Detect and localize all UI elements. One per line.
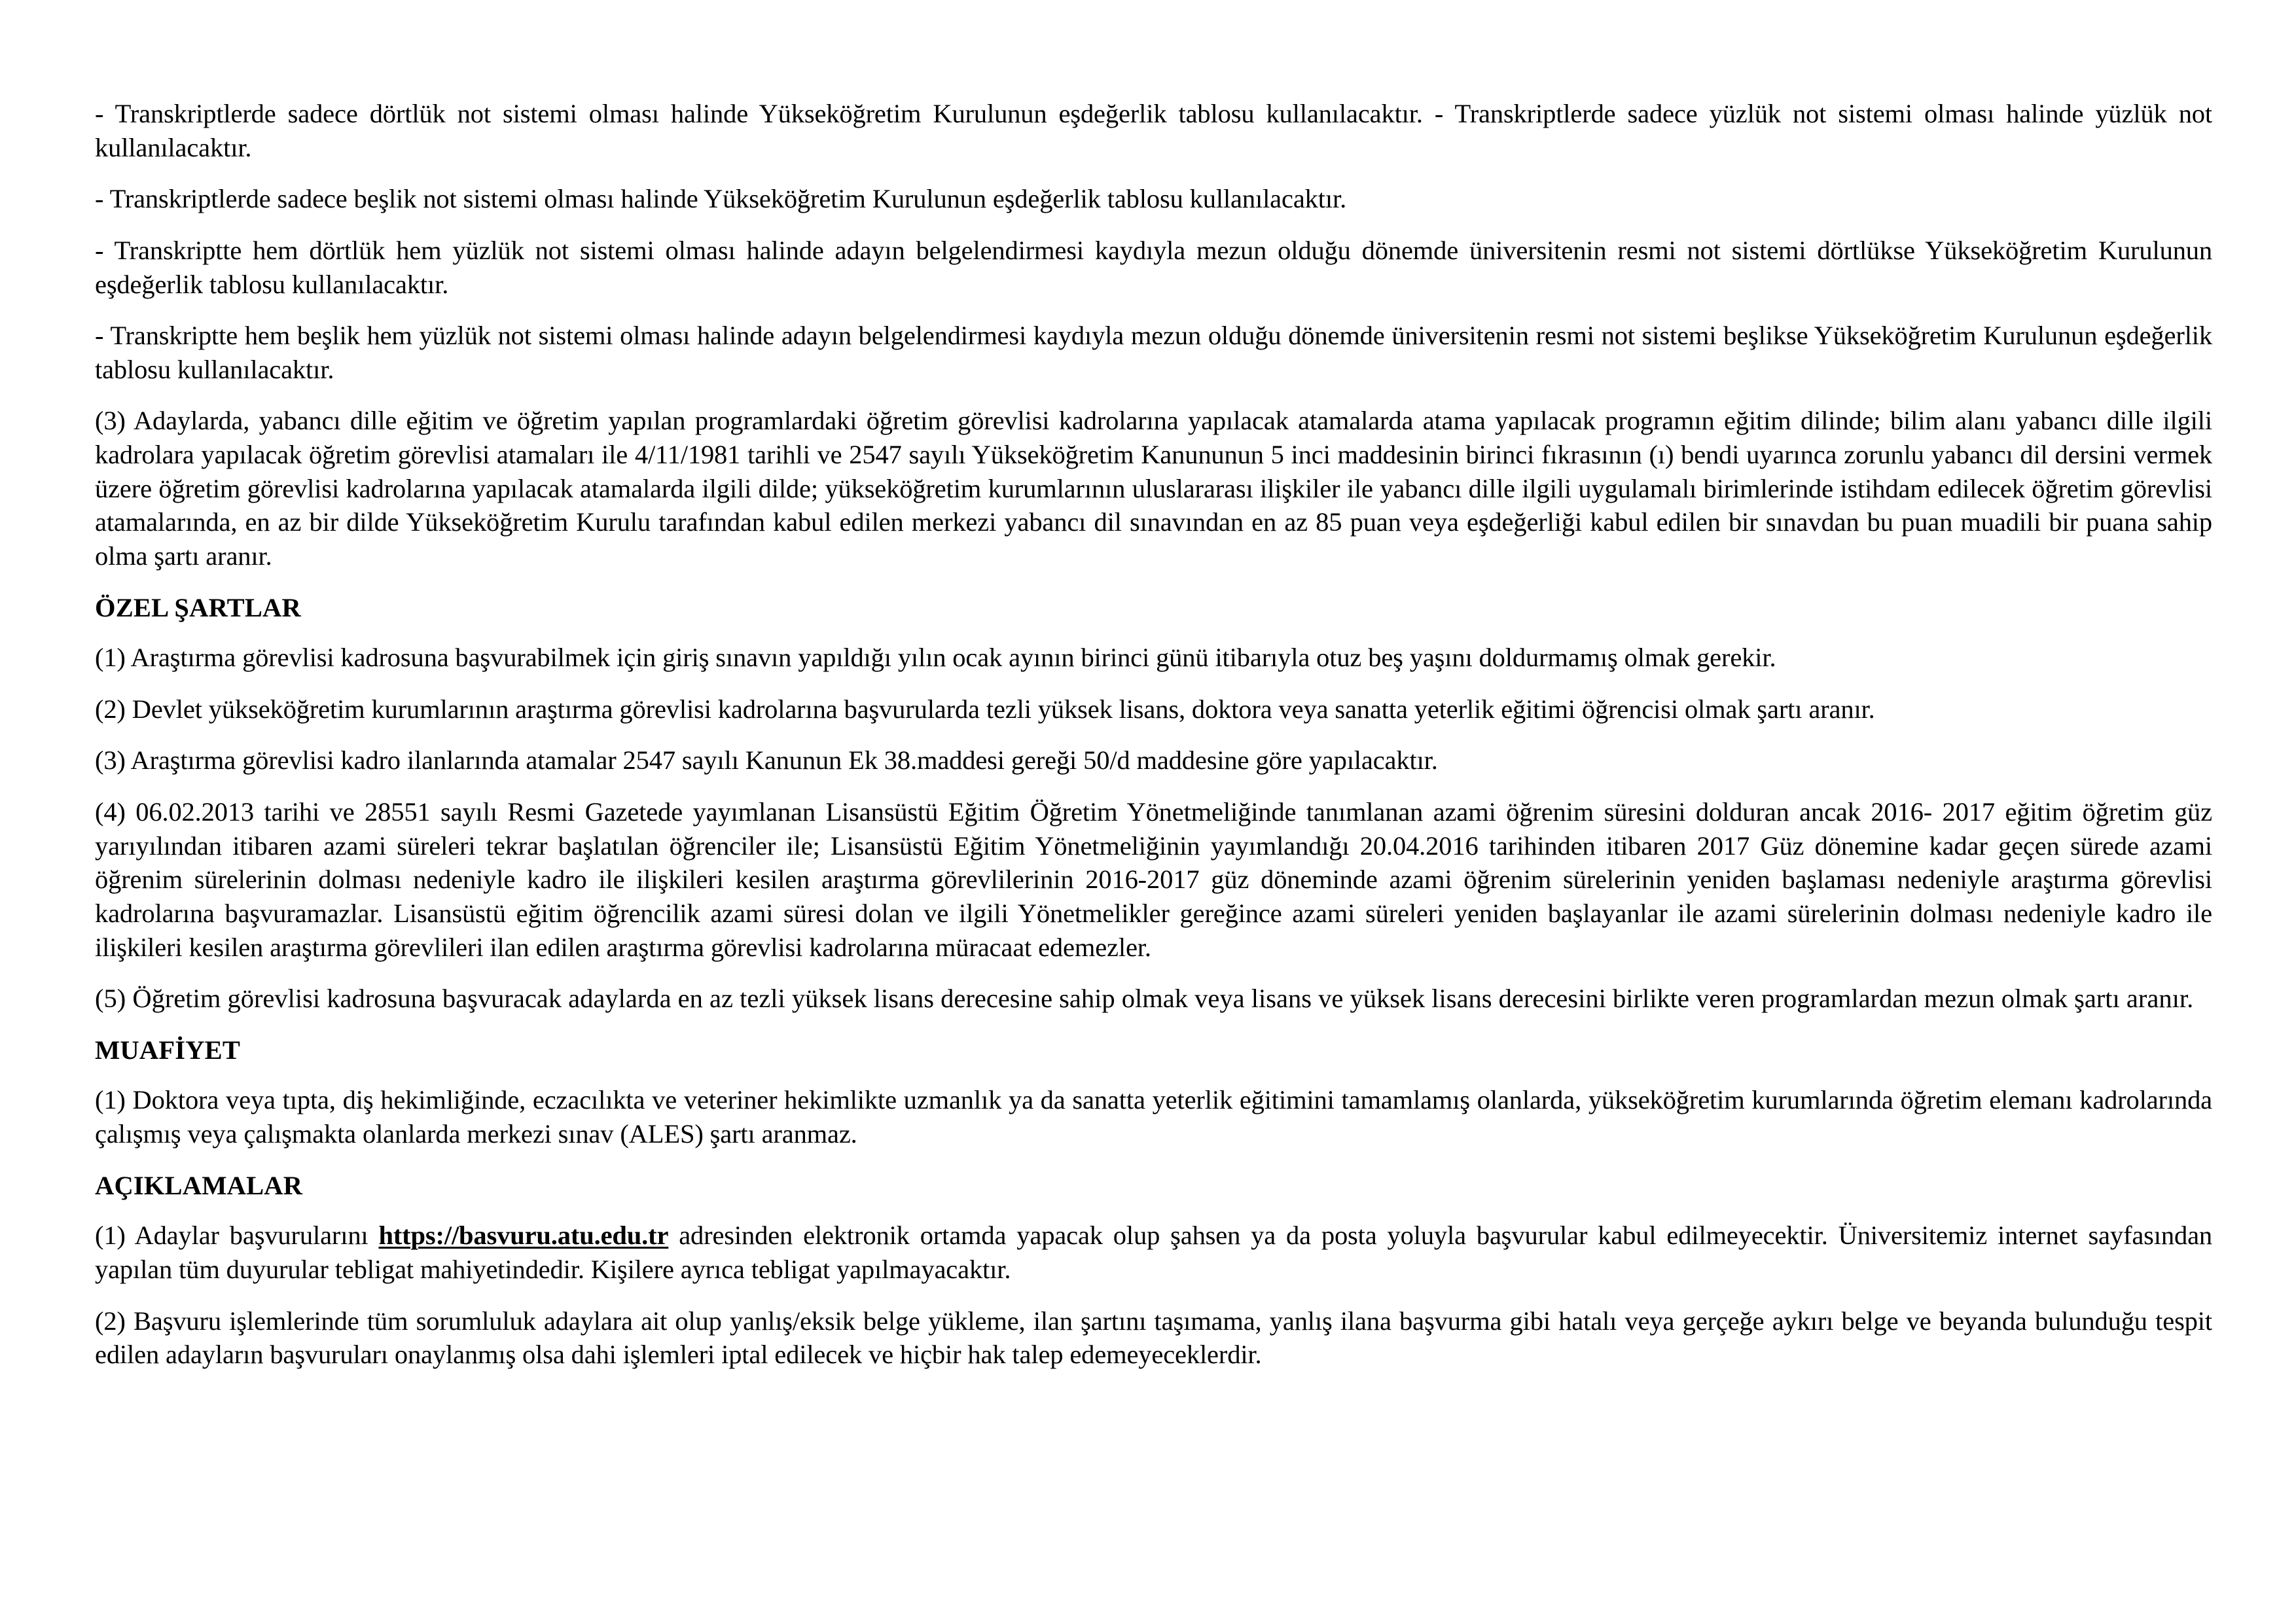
ozel-sartlar-item-3: (3) Araştırma görevlisi kadro ilanlarında atamalar 2547 sayılı Kanunun Ek 38.maddesi gereği 50/d maddesine göre yapılacaktır.: [95, 745, 1438, 776]
paragraph-transcript-quad-and-percent: - Transkriptte hem dörtlük hem yüzlük not sistemi olması halinde adayın belgelendirmesi kaydıyla mezun olduğu dönemde üniversitenin resmi not sistemi dörtlükse Yükseköğretim Kurulunun eşdeğerlik tablosu kullanılacaktır.: [95, 235, 2212, 299]
paragraph-foreign-language-requirements: (3) Adaylarda, yabancı dille eğitim ve öğretim yapılan programlardaki öğretim görevlisi kadrolarına yapılacak atamalarda atama yapılacak programın eğitim dilinde; bilim alanı yabancı dille ilgili kadrolara yapılacak öğretim görevlisi atamaları ile 4/11/1981 tarihli ve 2547 sayılı Yükseköğretim Kanununun 5 inci maddesinin birinci fıkrasının (ı) bendi uyarınca zorunlu yabancı dil dersini vermek üzere öğretim görevlisi kadrolarına yapılacak atamalarda ilgili dilde; yükseköğretim kurumlarının uluslararası ilişkiler ile yabancı dille ilgili uygulamalı birimlerinde istihdam edilecek öğretim görevlisi atamalarında, en az bir dilde Yükseköğretim Kurulu tarafından kabul edilen merkezi yabancı dil sınavından en az 85 puan veya eşdeğerliği kabul edilen bir sınavdan bu puan muadili bir puana sahip olma şartı aranır.: [95, 406, 2212, 571]
muafiyet-item-1: (1) Doktora veya tıpta, diş hekimliğinde, eczacılıkta ve veteriner hekimlikte uzmanlık ya da sanatta yeterlik eğitimini tamamlamış olanlarda, yükseköğretim kurumlarında öğretim elemanı kadrolarında çalışmış veya çalışmakta olanlarda merkezi sınav (ALES) şartı aranmaz.: [95, 1085, 2212, 1149]
section-heading-ozel-sartlar: ÖZEL ŞARTLAR: [95, 592, 301, 622]
paragraph-transcript-quintile: - Transkriptlerde sadece beşlik not sistemi olması halinde Yükseköğretim Kurulunun eşdeğerlik tablosu kullanılacaktır.: [95, 184, 1347, 214]
aciklamalar-item-1-suffix: adresinden elektronik ortamda yapacak olup şahsen ya da posta yoluyla başvurular kabul edilmeyecektir. Üniversitemiz internet sayfasından yapılan tüm duyurular tebligat mahiyetindedir. Kişilere ayrıca tebligat yapılmayacaktır.: [95, 1221, 2212, 1284]
application-portal-link[interactable]: https://basvuru.atu.edu.tr: [378, 1221, 669, 1251]
paragraph-transcript-quad-percent: - Transkriptlerde sadece dörtlük not sistemi olması halinde Yükseköğretim Kurulunun eşdeğerlik tablosu kullanılacaktır. - Transkriptlerde sadece yüzlük not sistemi olması halinde yüzlük not kullanılacaktır.: [95, 99, 2212, 162]
ozel-sartlar-item-5: [95, 982, 2212, 1016]
ozel-sartlar-item-5-tail: mezun olmak şartı aranır.: [1924, 984, 2194, 1014]
aciklamalar-item-2: (2) Başvuru işlemlerinde tüm sorumluluk adaylara ait olup yanlış/eksik belge yükleme, ilan şartını taşımama, yanlış ilana başvurma gibi hatalı veya gerçeğe aykırı belge ve beyanda bulunduğu tespit edilen adayların başvuruları onaylanmış olsa dahi işlemleri iptal edilecek ve hiçbir hak talep edemeyeceklerdir.: [95, 1306, 2212, 1370]
document-body: [95, 97, 2212, 1372]
aciklamalar-item-1-prefix: (1) Adaylar başvurularını: [95, 1221, 379, 1251]
aciklamalar-item-1: [95, 1219, 2212, 1286]
ozel-sartlar-item-5-lead: (5) Öğretim görevlisi kadrosuna başvuracak adaylarda en az tezli yüksek lisans derecesine sahip olmak veya lisans ve yüksek lisans derecesini birlikte veren programlardan: [95, 984, 1924, 1014]
paragraph-transcript-quintile-and-percent: - Transkriptte hem beşlik hem yüzlük not sistemi olması halinde adayın belgelendirmesi kaydıyla mezun olduğu dönemde üniversitenin resmi not sistemi beşlikse Yükseköğretim Kurulunun eşdeğerlik tablosu kullanılacaktır.: [95, 321, 2212, 384]
section-heading-aciklamalar: AÇIKLAMALAR: [95, 1170, 303, 1200]
ozel-sartlar-item-2: (2) Devlet yükseköğretim kurumlarının araştırma görevlisi kadrolarına başvurularda tezli yüksek lisans, doktora veya sanatta yeterlik eğitimi öğrencisi olmak şartı aranır.: [95, 694, 1875, 724]
ozel-sartlar-item-1: (1) Araştırma görevlisi kadrosuna başvurabilmek için giriş sınavın yapıldığı yılın ocak ayının birinci günü itibarıyla otuz beş yaşını doldurmamış olmak gerekir.: [95, 643, 1776, 673]
section-heading-muafiyet: MUAFİYET: [95, 1035, 241, 1065]
ozel-sartlar-item-4: (4) 06.02.2013 tarihi ve 28551 sayılı Resmi Gazetede yayımlanan Lisansüstü Eğitim Öğretim Yönetmeliğinde tanımlanan azami öğrenim süresini dolduran ancak 2016- 2017 eğitim öğretim güz yarıyılından itibaren azami süreleri tekrar başlatılan öğrenciler ile; Lisansüstü Eğitim Yönetmeliğinin yayımlandığı 20.04.2016 tarihinden itibaren 2017 Güz dönemine kadar geçen sürede azami öğrenim sürelerinin dolması nedeniyle kadro ile ilişkileri kesilen araştırma görevlilerinin 2016-2017 güz döneminde azami öğrenim sürelerinin yeniden başlaması nedeniyle araştırma görevlisi kadrolarına başvuramazlar. Lisansüstü eğitim öğrencilik azami süresi dolan ve ilgili Yönetmelikler gereğince azami süreleri yeniden başlayanlar ile azami sürelerinin dolması nedeniyle kadro ile ilişkileri kesilen araştırma görevlileri ilan edilen araştırma görevlisi kadrolarına müracaat edemezler.: [95, 797, 2212, 962]
